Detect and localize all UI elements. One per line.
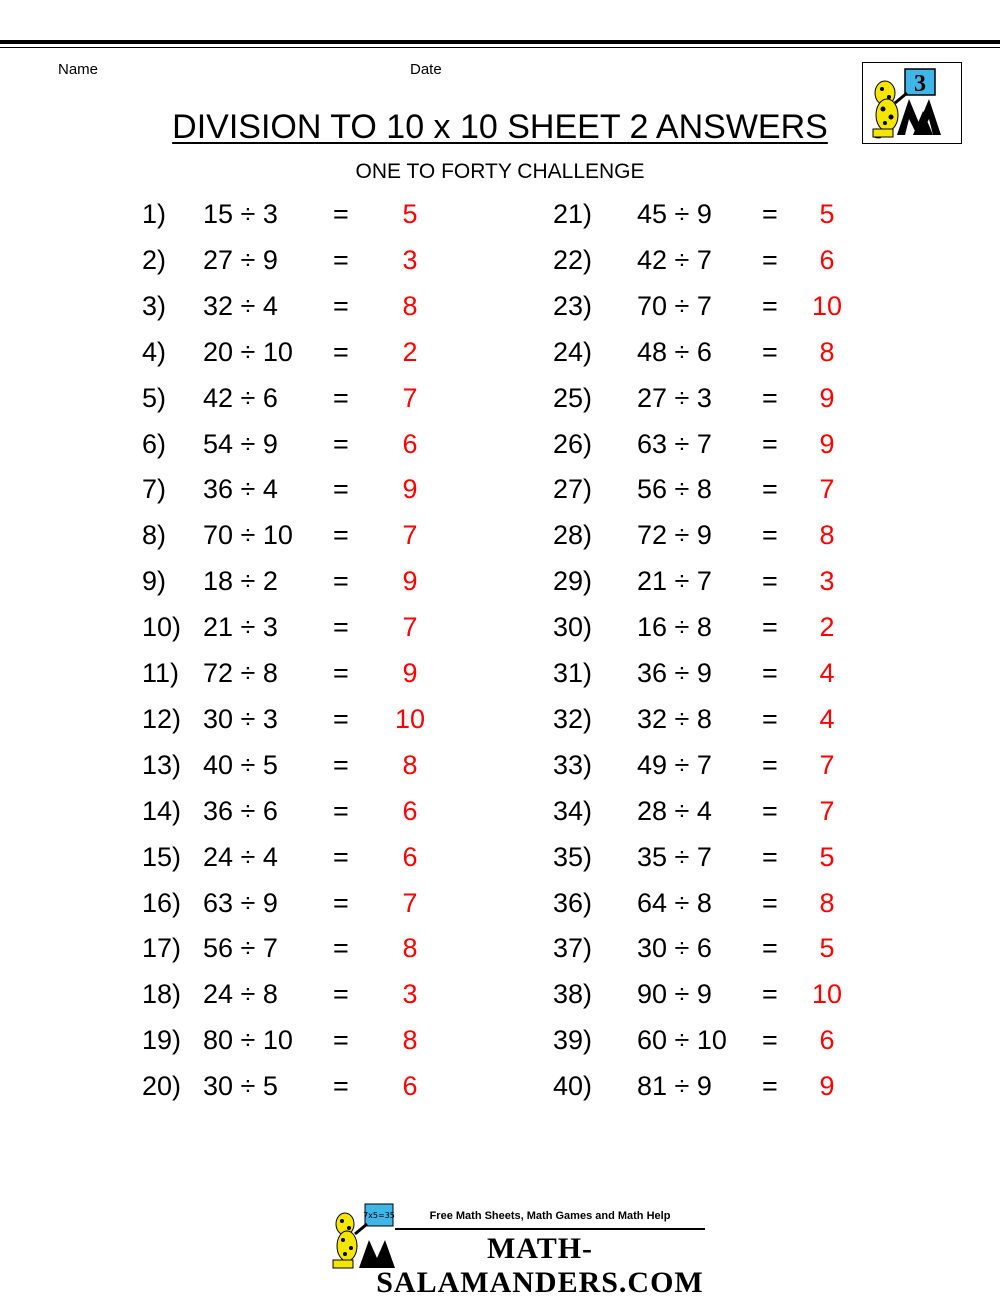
- equals-sign: =: [333, 612, 349, 643]
- problem-answer: 5: [819, 199, 835, 229]
- problem-answer: 3: [402, 979, 418, 1010]
- name-label: Name: [58, 61, 99, 78]
- problem-expression: 20 ÷ 10: [203, 336, 293, 367]
- problem-answer: 9: [402, 474, 418, 505]
- problem-answer: 10: [394, 703, 426, 734]
- problem-number: 26): [553, 428, 593, 459]
- problem-expression: 36 ÷ 4: [203, 474, 278, 505]
- page-subtitle: ONE TO FORTY CHALLENGE: [355, 160, 645, 183]
- problem-row: [0, 883, 1000, 923]
- problem-expression: 49 ÷ 7: [637, 749, 712, 780]
- problem-number: 21): [553, 199, 593, 229]
- problem-row: [0, 561, 1000, 601]
- problem-answer: 9: [819, 382, 835, 413]
- equals-sign: =: [333, 244, 349, 275]
- problem-expression: 63 ÷ 9: [203, 887, 278, 918]
- page-title: [0, 105, 1000, 149]
- problem-answer: 10: [811, 290, 843, 321]
- equals-sign: =: [762, 566, 778, 597]
- problem-answer: 7: [402, 520, 418, 551]
- problem-expression: 70 ÷ 7: [637, 290, 712, 321]
- equals-sign: =: [762, 199, 778, 229]
- problem-row: [0, 653, 1000, 693]
- problem-expression: 27 ÷ 3: [637, 382, 712, 413]
- equals-sign: =: [762, 336, 778, 367]
- problem-expression: 72 ÷ 8: [203, 658, 278, 688]
- problem-answer: 6: [819, 244, 835, 275]
- equals-sign: =: [762, 933, 778, 964]
- problem-answer: 5: [819, 841, 835, 872]
- problem-expression: 42 ÷ 7: [637, 244, 712, 275]
- problem-answer: 9: [402, 566, 418, 597]
- equals-sign: =: [333, 887, 349, 918]
- problem-answer: 8: [819, 336, 835, 367]
- equals-sign: =: [762, 658, 778, 688]
- problem-expression: 56 ÷ 8: [637, 474, 712, 505]
- problem-expression: 72 ÷ 9: [637, 520, 712, 551]
- equals-sign: =: [762, 887, 778, 918]
- footer-tagline: Free Math Sheets, Math Games and Math Help: [429, 1210, 671, 1222]
- problem-answer: 8: [402, 1025, 418, 1056]
- problem-answer: 2: [402, 336, 418, 367]
- problem-row: [0, 332, 1000, 372]
- problem-answer: 8: [402, 933, 418, 964]
- problem-number: 38): [553, 979, 593, 1010]
- footer-site-link[interactable]: MATH-SALAMANDERS.COM: [376, 1232, 704, 1299]
- problem-number: 5): [142, 382, 167, 413]
- equals-sign: =: [762, 841, 778, 872]
- equals-sign: =: [333, 841, 349, 872]
- equals-sign: =: [333, 336, 349, 367]
- problem-expression: 70 ÷ 10: [203, 520, 293, 551]
- problem-expression: 32 ÷ 8: [637, 703, 712, 734]
- problem-expression: 81 ÷ 9: [637, 1071, 712, 1102]
- problem-answer: 4: [819, 658, 835, 688]
- equals-sign: =: [333, 749, 349, 780]
- problem-row: [0, 974, 1000, 1014]
- problem-expression: 24 ÷ 4: [203, 841, 278, 872]
- page-title-text: DIVISION TO 10 x 10 SHEET 2 ANSWERS: [172, 108, 828, 146]
- problem-row: [0, 1066, 1000, 1106]
- problem-number: 19): [142, 1025, 182, 1056]
- problem-answer: 8: [819, 520, 835, 551]
- problem-expression: 56 ÷ 7: [203, 933, 278, 964]
- grade-number: 3: [914, 71, 926, 97]
- equals-sign: =: [333, 428, 349, 459]
- problem-number: 15): [142, 841, 182, 872]
- problem-number: 17): [142, 933, 182, 964]
- problem-number: 8): [142, 520, 167, 551]
- problem-answer: 3: [819, 566, 835, 597]
- problem-expression: 28 ÷ 4: [637, 795, 712, 826]
- problem-answer: 10: [811, 979, 843, 1010]
- problem-expression: 36 ÷ 9: [637, 658, 712, 688]
- problem-number: 28): [553, 520, 593, 551]
- equals-sign: =: [333, 382, 349, 413]
- problem-expression: 27 ÷ 9: [203, 244, 278, 275]
- problem-row: [0, 378, 1000, 418]
- problem-number: 18): [142, 979, 182, 1010]
- equals-sign: =: [762, 795, 778, 826]
- problem-answer: 5: [402, 199, 418, 229]
- problem-answer: 6: [402, 841, 418, 872]
- equals-sign: =: [762, 1025, 778, 1056]
- footer-badge-text: 7x5=35: [363, 1211, 395, 1220]
- problem-expression: 36 ÷ 6: [203, 795, 278, 826]
- equals-sign: =: [333, 979, 349, 1010]
- problem-expression: 24 ÷ 8: [203, 979, 278, 1010]
- problem-row: [0, 240, 1000, 280]
- problem-expression: 64 ÷ 8: [637, 887, 712, 918]
- equals-sign: =: [762, 290, 778, 321]
- problem-answer: 6: [402, 428, 418, 459]
- equals-sign: =: [333, 795, 349, 826]
- problem-expression: 54 ÷ 9: [203, 428, 278, 459]
- date-label: Date: [410, 61, 442, 78]
- equals-sign: =: [333, 1071, 349, 1102]
- problem-number: 23): [553, 290, 593, 321]
- problem-expression: 90 ÷ 9: [637, 979, 712, 1010]
- problem-row: [0, 928, 1000, 968]
- problem-number: 31): [553, 658, 593, 688]
- problem-answer: 7: [402, 887, 418, 918]
- problem-number: 35): [553, 841, 593, 872]
- problem-answer: 6: [402, 795, 418, 826]
- problem-answer: 8: [402, 290, 418, 321]
- problem-row: [0, 699, 1000, 739]
- problem-number: 11): [142, 658, 180, 688]
- problem-answer: 6: [402, 1071, 418, 1102]
- problem-number: 39): [553, 1025, 593, 1056]
- problem-number: 4): [142, 336, 167, 367]
- equals-sign: =: [333, 1025, 349, 1056]
- problem-number: 9): [142, 566, 167, 597]
- problem-number: 27): [553, 474, 593, 505]
- top-rule-thin: [0, 47, 1000, 48]
- problem-number: 29): [553, 566, 593, 597]
- equals-sign: =: [333, 474, 349, 505]
- problem-expression: 35 ÷ 7: [637, 841, 712, 872]
- problem-number: 6): [142, 428, 167, 459]
- problem-answer: 7: [819, 795, 835, 826]
- problem-number: 14): [142, 795, 182, 826]
- equals-sign: =: [762, 428, 778, 459]
- problem-row: [0, 607, 1000, 647]
- equals-sign: =: [333, 290, 349, 321]
- equals-sign: =: [333, 566, 349, 597]
- top-rule: [0, 40, 1000, 44]
- equals-sign: =: [762, 474, 778, 505]
- problem-number: 13): [142, 749, 182, 780]
- problem-expression: 80 ÷ 10: [203, 1025, 293, 1056]
- problem-expression: 15 ÷ 3: [203, 199, 278, 229]
- problem-row: [0, 515, 1000, 555]
- problem-number: 10): [142, 612, 182, 643]
- problem-expression: 30 ÷ 5: [203, 1071, 278, 1102]
- equals-sign: =: [333, 658, 349, 688]
- problem-row: [0, 745, 1000, 785]
- problem-number: 25): [553, 382, 593, 413]
- equals-sign: =: [762, 979, 778, 1010]
- equals-sign: =: [762, 749, 778, 780]
- problem-answer: 7: [819, 749, 835, 780]
- problem-answer: 7: [402, 382, 418, 413]
- problem-number: 40): [553, 1071, 593, 1102]
- problem-number: 24): [553, 336, 593, 367]
- problem-number: 36): [553, 887, 593, 918]
- problem-answer: 9: [819, 428, 835, 459]
- equals-sign: =: [762, 612, 778, 643]
- problem-expression: 30 ÷ 3: [203, 703, 278, 734]
- problem-number: 1): [142, 199, 167, 229]
- problem-answer: 9: [819, 1071, 835, 1102]
- problem-answer: 5: [819, 933, 835, 964]
- problem-answer: 2: [819, 612, 835, 643]
- problem-row: [0, 424, 1000, 464]
- problem-expression: 16 ÷ 8: [637, 612, 712, 643]
- problem-number: 12): [142, 703, 182, 734]
- problem-number: 33): [553, 749, 593, 780]
- problem-answer: 4: [819, 703, 835, 734]
- problem-row: [0, 469, 1000, 509]
- problem-row: [0, 791, 1000, 831]
- equals-sign: =: [333, 520, 349, 551]
- problem-answer: 8: [402, 749, 418, 780]
- problem-answer: 7: [819, 474, 835, 505]
- equals-sign: =: [333, 933, 349, 964]
- problem-expression: 30 ÷ 6: [637, 933, 712, 964]
- problem-answer: 7: [402, 612, 418, 643]
- problem-number: 3): [142, 290, 167, 321]
- equals-sign: =: [762, 1071, 778, 1102]
- problem-expression: 40 ÷ 5: [203, 749, 278, 780]
- problem-expression: 42 ÷ 6: [203, 382, 278, 413]
- problem-row: [0, 194, 1000, 234]
- problem-number: 2): [142, 244, 167, 275]
- problem-number: 34): [553, 795, 593, 826]
- problem-number: 30): [553, 612, 593, 643]
- equals-sign: =: [333, 703, 349, 734]
- problem-number: 16): [142, 887, 182, 918]
- problem-number: 7): [142, 474, 167, 505]
- equals-sign: =: [762, 703, 778, 734]
- problem-number: 32): [553, 703, 593, 734]
- equals-sign: =: [762, 244, 778, 275]
- problem-answer: 3: [402, 244, 418, 275]
- problem-expression: 60 ÷ 10: [637, 1025, 727, 1056]
- problem-expression: 21 ÷ 7: [637, 566, 712, 597]
- problem-number: 22): [553, 244, 593, 275]
- problem-expression: 21 ÷ 3: [203, 612, 278, 643]
- problem-answer: 9: [402, 658, 418, 688]
- equals-sign: =: [762, 520, 778, 551]
- problem-row: [0, 286, 1000, 326]
- problem-answer: 8: [819, 887, 835, 918]
- equals-sign: =: [762, 382, 778, 413]
- problem-expression: 63 ÷ 7: [637, 428, 712, 459]
- equals-sign: =: [333, 199, 349, 229]
- problem-expression: 18 ÷ 2: [203, 566, 278, 597]
- problem-number: 20): [142, 1071, 182, 1102]
- problem-row: [0, 837, 1000, 877]
- problem-expression: 45 ÷ 9: [637, 199, 712, 229]
- problem-expression: 32 ÷ 4: [203, 290, 278, 321]
- problem-expression: 48 ÷ 6: [637, 336, 712, 367]
- problem-number: 37): [553, 933, 593, 964]
- footer-divider: [395, 1228, 705, 1230]
- problem-row: [0, 1020, 1000, 1060]
- problem-answer: 6: [819, 1025, 835, 1056]
